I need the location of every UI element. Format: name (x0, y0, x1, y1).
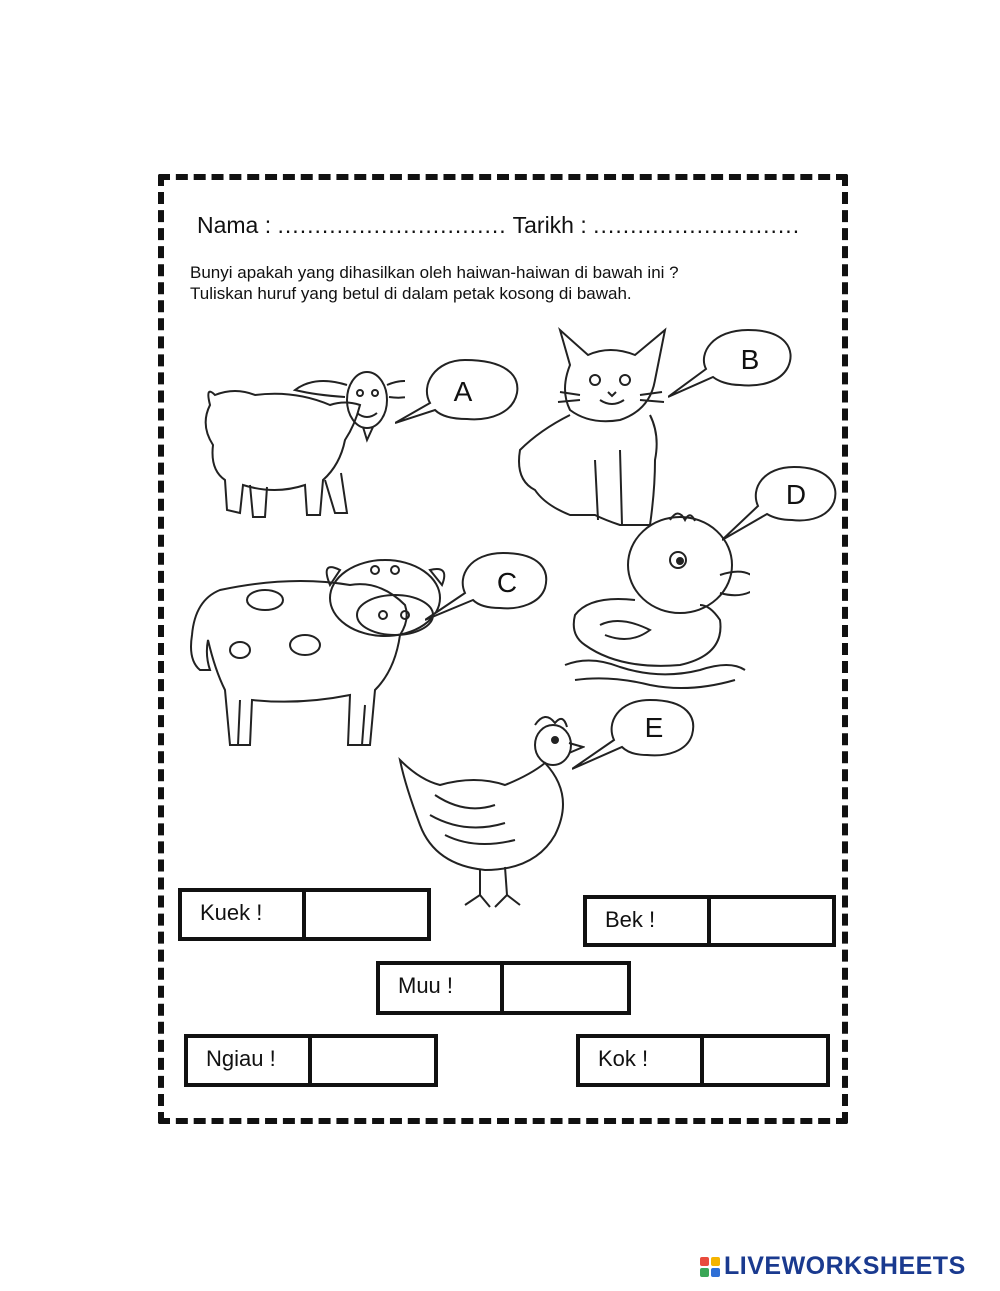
brand-text: LIVEWORKSHEETS (724, 1252, 966, 1280)
bubble-letter-e: E (644, 712, 664, 743)
speech-bubble-d (722, 462, 842, 547)
tarikh-field-dots: ............................ (593, 212, 801, 238)
answer-row-ngiau (184, 1034, 438, 1087)
worksheet-header (197, 212, 800, 239)
answer-row-kok (576, 1034, 830, 1087)
logo-square-3 (700, 1268, 709, 1277)
logo-square-1 (700, 1257, 709, 1266)
answer-input-ngiau[interactable] (312, 1038, 434, 1083)
speech-bubble-b (668, 325, 798, 405)
answer-input-kok[interactable] (704, 1038, 826, 1083)
answer-row-muu (376, 961, 631, 1015)
goat-illustration (195, 345, 405, 525)
nama-field-dots: ............................... (277, 212, 507, 238)
logo-grid-icon (700, 1257, 720, 1277)
answer-row-bek (583, 895, 836, 947)
answer-input-kuek[interactable] (306, 892, 427, 937)
answer-label-bek: Bek ! (587, 899, 711, 943)
bubble-letter-d: D (785, 479, 807, 510)
speech-bubble-c (425, 548, 555, 628)
speech-bubble-a (395, 355, 525, 435)
instructions (190, 262, 679, 304)
nama-label: Nama : (197, 212, 272, 238)
cat-illustration (510, 320, 680, 535)
instruction-line-2: Tuliskan huruf yang betul di dalam petak kosong di bawah. (190, 284, 632, 303)
speech-bubble-e (572, 695, 702, 775)
answer-label-kuek: Kuek ! (182, 892, 306, 937)
answer-input-muu[interactable] (504, 965, 627, 1011)
logo-square-2 (711, 1257, 720, 1266)
tarikh-label: Tarikh : (512, 212, 587, 238)
hen-illustration (395, 705, 585, 915)
bubble-letter-a: A (453, 376, 473, 407)
answer-input-bek[interactable] (711, 899, 832, 943)
bubble-letter-b: B (740, 344, 760, 375)
bubble-letter-c: C (496, 567, 518, 598)
answer-label-ngiau: Ngiau ! (188, 1038, 312, 1083)
answer-label-kok: Kok ! (580, 1038, 704, 1083)
liveworksheets-logo (700, 1252, 966, 1281)
logo-square-4 (711, 1268, 720, 1277)
instruction-line-1: Bunyi apakah yang dihasilkan oleh haiwan-haiwan di bawah ini ? (190, 263, 679, 282)
answer-row-kuek (178, 888, 431, 941)
answer-label-muu: Muu ! (380, 965, 504, 1011)
